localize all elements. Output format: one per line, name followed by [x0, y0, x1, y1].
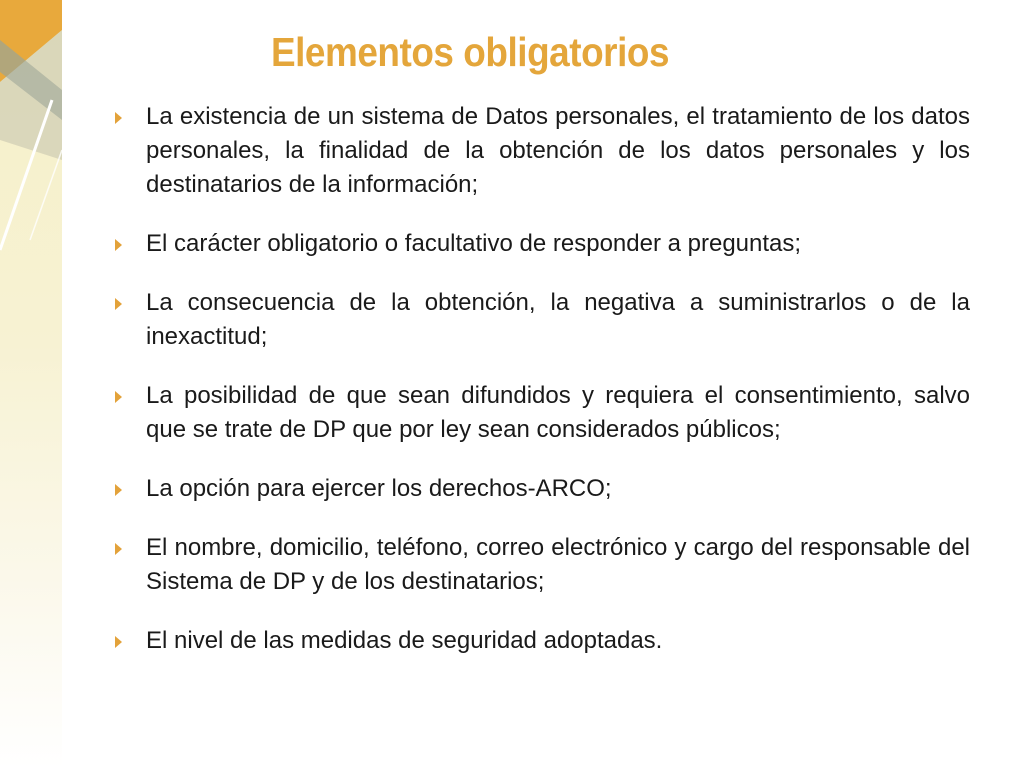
- triangle-right-icon: [115, 484, 122, 496]
- bullet-item: [112, 472, 970, 506]
- triangle-right-icon: [115, 636, 122, 648]
- bullet-text: La posibilidad de que sean difundidos y requiera el consentimiento, salvo que se trate de DP que por ley sean considerados públicos;: [146, 382, 970, 443]
- triangle-right-icon: [115, 298, 122, 310]
- bullet-item: [112, 100, 970, 202]
- triangle-right-icon: [115, 391, 122, 403]
- bullet-text: La consecuencia de la obtención, la negativa a suministrarlos o de la inexactitud;: [146, 289, 970, 350]
- bullet-text: La opción para ejercer los derechos-ARCO;: [146, 475, 612, 502]
- triangle-right-icon: [115, 239, 122, 251]
- bullet-list: [112, 100, 970, 658]
- bullet-item: [112, 624, 970, 658]
- corner-decoration: [0, 0, 62, 768]
- slide-title: Elementos obligatorios: [270, 29, 670, 75]
- bullet-text: La existencia de un sistema de Datos personales, el tratamiento de los datos personales, la finalidad de la obtención de los datos personales y los destinatarios de la información;: [146, 103, 970, 198]
- triangle-right-icon: [115, 112, 122, 124]
- bullet-item: [112, 286, 970, 354]
- bullet-text: El nombre, domicilio, teléfono, correo electrónico y cargo del responsable del Sistema de DP y de los destinatarios;: [146, 534, 970, 595]
- bullet-item: [112, 531, 970, 599]
- bullet-text: El carácter obligatorio o facultativo de responder a preguntas;: [146, 230, 802, 257]
- bullet-item: [112, 227, 970, 261]
- bullet-text: El nivel de las medidas de seguridad adoptadas.: [146, 627, 663, 654]
- triangle-right-icon: [115, 543, 122, 555]
- bullet-item: [112, 379, 970, 447]
